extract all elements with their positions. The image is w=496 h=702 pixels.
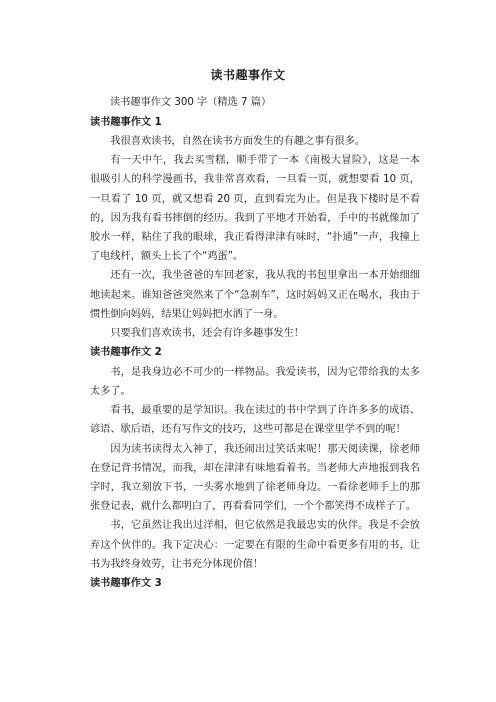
document-subtitle: 读书趣事作文 300 字（精选 7 篇） [110,97,272,108]
document-body [90,93,420,593]
paragraph: 书，是我身边必不可少的一样物品。我爱读书，因为它带给我的太多太多了。 [90,366,420,397]
paragraph: 书，它虽然让我出过洋相，但它依然是我最忠实的伙伴。我是不会放弃这个伙伴的。我下定决心：一定要在有限的生命中看更多有用的书，让书为我终身效劳，让书充分体现价值！ [90,520,420,570]
section-heading: 读书趣事作文 2 [90,347,162,359]
paragraph: 只要我们喜欢读书，还会有许多趣事发生！ [110,328,304,340]
section-heading: 读书趣事作文 3 [90,577,162,589]
paragraph: 因为读书读得太入神了，我还闹出过笑话来呢！那天阅读课，徐老师在登记背书情况，而我，却在津津有味地看着书。当老师大声地报到我名字时，我立刻放下书，一头雾水地到了徐老师身边。一看徐老师手上的那张登记表，就什么都明白了，再看看同学们，一个个都笑得不成样子了。 [90,443,420,513]
paragraph: 有一天中午，我去买雪糕，顺手带了一本《南极大冒险》，这是一本很吸引人的科学漫画书，我非常喜欢看，一旦看一页，就想要看 10 页，一旦看了 10 页，就又想看 20 页，直到看完为止。但是我下楼时是不看的，因为我有看书摔倒的经历。我到了平地才开始看，手中的书就像加了胶水一样，粘住了我的眼球，我正看得津津有味时，“扑通”一声，我撞上了电线杆，额头上长了个“鸡蛋”。 [90,155,420,263]
paragraph: 还有一次，我坐爸爸的车回老家，我从我的书包里拿出一本开始细细地读起来。谁知爸爸突然来了个“急刹车”，这时妈妈又正在喝水，我由于惯性倒向妈妈，结果让妈妈把水洒了一身。 [90,270,420,320]
section-heading: 读书趣事作文 1 [90,116,162,128]
paragraph: 看书，最重要的是学知识。我在读过的书中学到了许许多多的成语、谚语、歇后语，还有写作文的技巧，这些可都是在课堂里学不到的呢！ [90,405,420,436]
document-title: 读书趣事作文 [210,68,286,82]
paragraph: 我很喜欢读书，自然在读书方面发生的有趣之事有很多。 [110,136,366,147]
